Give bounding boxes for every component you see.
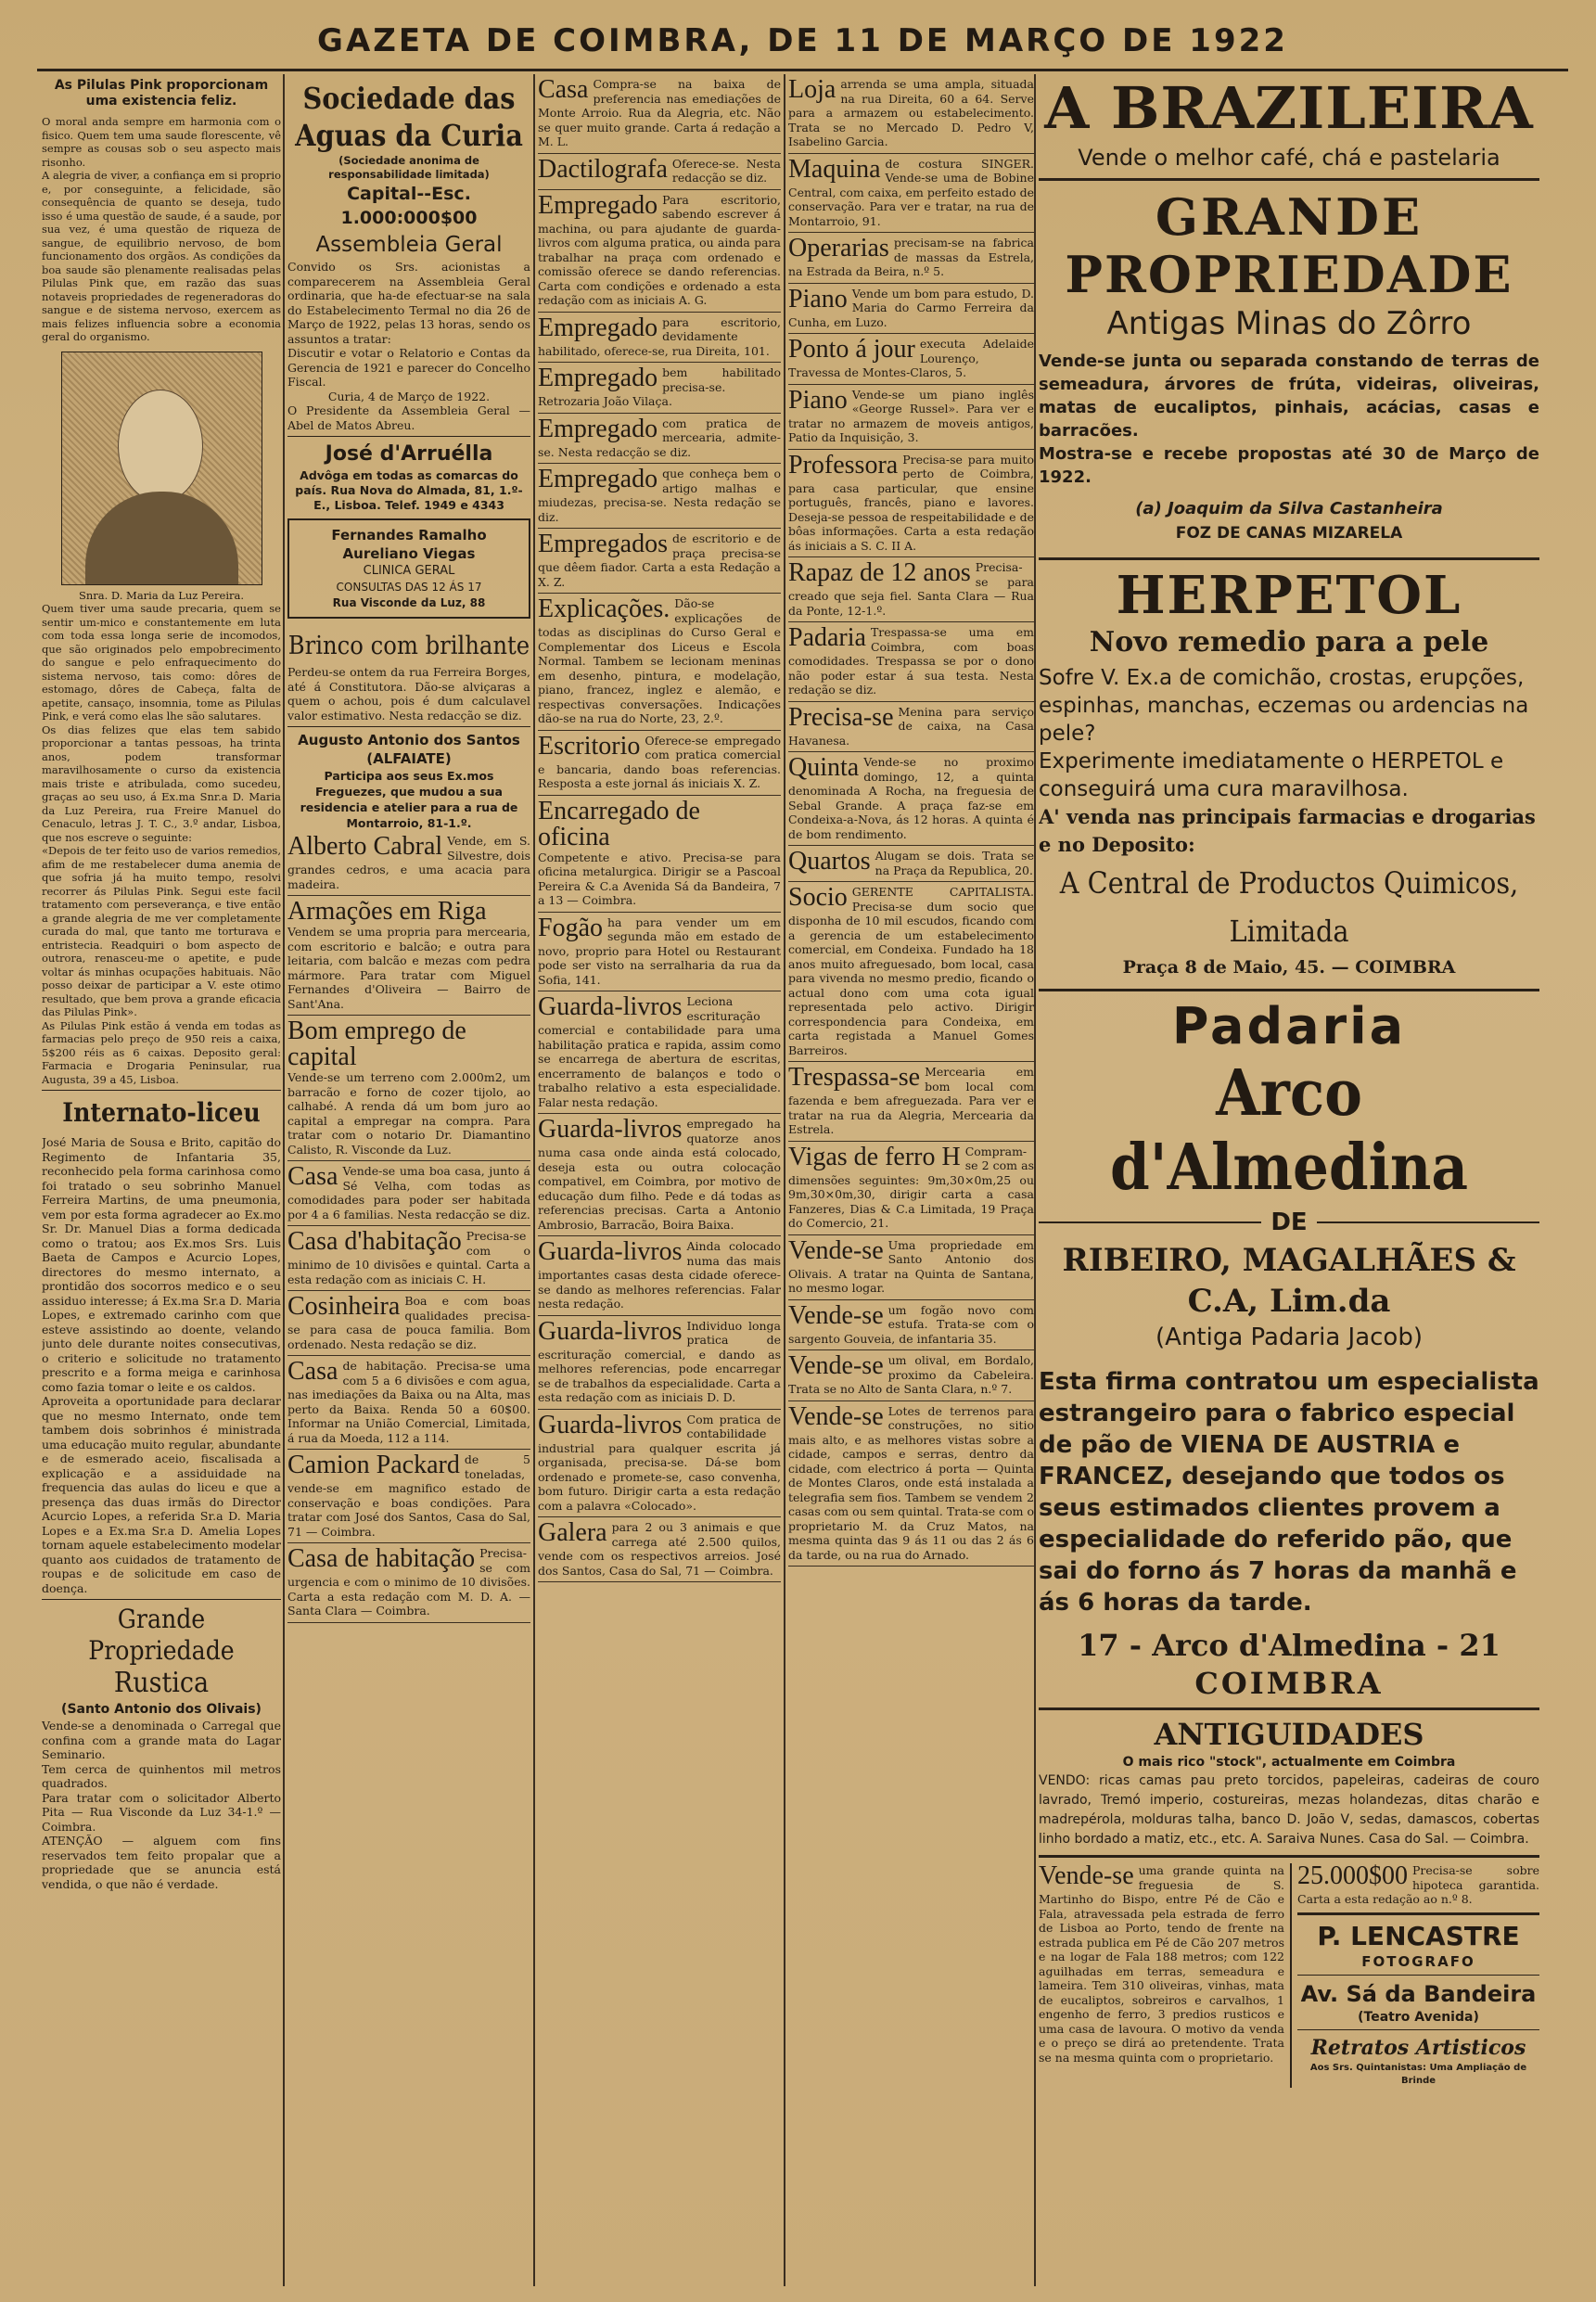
classified-ad xyxy=(287,1226,530,1291)
classified-ad xyxy=(788,334,1034,385)
padaria-firm: RIBEIRO, MAGALHÃES & C.A, Lim.da xyxy=(1062,1242,1516,1320)
classified-ad xyxy=(788,284,1034,335)
classified-ad xyxy=(788,154,1034,234)
ad-text: Vende-se uma boa casa, junto á Sé Velha, com todas as comodidades para poder ser habitada por 4 a 6 familias. Nesta redacção se diz. xyxy=(287,1164,530,1221)
assembleia-paragraph: Convido os Srs. acionistas a comparecerem na Assembleia Geral ordinaria, que ha-de efectuar-se na sala do Estabelecimento Termal no dia 26 de Março de 1922, pelas 13 horas, sendo os assuntos a tratar: xyxy=(287,260,530,346)
classified-ad xyxy=(538,529,781,594)
ad-text: Com pratica de contabilidade industrial para qualquer escrita já organisada, precisa-se. Dá-se bom ordenado e promete-se, caso convenha, bom futuro. Dirigir carta a esta redação com a palavra «Colocado». xyxy=(538,1412,781,1513)
ad-text: Precisa-se para creado que seja fiel. Santa Clara — Rua da Ponte, 12-1.º. xyxy=(788,560,1034,618)
pink-paragraph: «Depois de ter feito uso de varios remedios, afim de me restabelecer duma anemia de que sofria já ha muito tempo, resolvi recorrer ás Pilulas Pink. Segui este facil tratamento com perseverança, e tive então a grande alegria de me ver completamente curada do mal, que tanto me torturava e entristecia. Readquiri o bom aspecto de outrora, renasceu-me o apetite, e pude voltar ás minhas ocupações habituais. Não posso deixar de participar a V. este otimo resultado, que bem prova a grande eficacia das Pilulas Pink». xyxy=(42,844,281,1018)
classified-ad xyxy=(287,1450,530,1543)
classified-ad xyxy=(788,233,1034,284)
sociedade-title: Aguas da Curia xyxy=(295,118,523,153)
ad-text: Compram-se 2 com as dimensões seguintes: 9m,30×0m,25 ou 9m,30×0m,30, dirigir carta a casa Fanzeres, Dias & C.a Limitada, 19 Praça do Comercio, 21. xyxy=(788,1144,1034,1230)
column-4 xyxy=(788,74,1034,2286)
classified-ad xyxy=(788,1062,1034,1142)
rustica-title: Rustica xyxy=(113,1667,210,1699)
ad-keyword: Explicações. xyxy=(538,595,670,623)
clinic-type: CLINICA GERAL xyxy=(363,564,455,578)
classified-ad xyxy=(538,1517,781,1582)
sociedade-capital: Capital--Esc. 1.000:000$00 xyxy=(340,184,478,228)
ad-text: Dão-se explicações de todas as disciplinas do Curso Geral e Complementar dos Liceus e Escola Normal. Tambem se lecionam meninas em desenho, pintura, e modelação, piano, francez, inglez e alemão, e respectivas conversações. Indicações dão-se na rua do Norte, 23, 2.º. xyxy=(538,596,781,725)
ad-text: GERENTE CAPITALISTA. Precisa-se dum socio que disponha de 10 mil escudos, ficando com a gerencia de um estabelecimento comercial, em Condeixa. Fundado ha 18 anos muito afreguesado, bom local, casa para vivenda no mesmo predio, ficando o actual dono com uma cota igual representada pelo activo. Dirigir correspondencia para Condeixa, em carta registada a Manuel Gomes Barreiros. xyxy=(788,885,1034,1057)
ad-keyword: Guarda-livros xyxy=(538,1410,683,1439)
brazileira-subtitle: Vende o melhor café, chá e pastelaria xyxy=(1078,145,1500,171)
ad-keyword: Empregado xyxy=(538,190,658,220)
rustica-title: Grande Propriedade xyxy=(88,1604,235,1666)
ad-text: Mercearia em bom local com fazenda e bem afreguezada. Para ver e tratar na rua da Alegria, Mercearia da Estrela. xyxy=(788,1065,1034,1136)
sociedade-subtitle: (Sociedade anonima de responsabilidade limitada) xyxy=(328,154,490,181)
classified-ad xyxy=(538,991,781,1114)
classified-ad xyxy=(788,1350,1034,1401)
ad-text: Precisa-se com o minimo de 10 divisões e quintal. Carta a esta redação com as iniciais C. H. xyxy=(287,1229,530,1286)
rustica-paragraph: Tem cerca de quinhentos mil metros quadrados. xyxy=(42,1761,281,1790)
padaria-name: Arco d'Almedina xyxy=(1109,1056,1469,1205)
ad-text: Trespassa-se uma em Coimbra, com boas comodidades. Trespassa se por o dono não poder estar á sua testa. Nesta redação se diz. xyxy=(788,625,1034,697)
pink-paragraph: As Pilulas Pink estão á venda em todas as farmacias pelo preço de 950 reis a caixa, 5$200 réis as 6 caixas. Deposito geral: Farmacia e Drogaria Peninsular, rua Augusta, 39 a 45, Lisboa. xyxy=(42,1018,281,1086)
alfaiate-text: Participa aos seus Ex.mos Freguezes, que mudou a sua residencia e atelier para a rua de Montarroio, 81-1.º. xyxy=(300,769,518,830)
classified-ad xyxy=(538,190,781,313)
ad-text: Lotes de terrenos para construções, no sitio mais alto, e as melhores vistas sobre a cidade, campos e serras, dentro da cidade, com electrico á porta — Quinta de Montes Claros, onde está instalada a telegrafia sem fios. Tambem se vendem 2 casas com ou sem quintal. Trata-se com o proprietario M. da Cruz Matos, na mesma quinta das 9 ás 11 ou das 2 ás 6 da tarde, ou na rua do Arnado. xyxy=(788,1403,1034,1562)
assembleia-paragraph: Discutir e votar o Relatorio e Contas da Gerencia de 1921 e parecer do Concelho Fiscal. xyxy=(287,346,530,389)
padaria-address: 17 - Arco d'Almedina - 21 xyxy=(1078,1628,1500,1663)
ad-keyword: Vende-se xyxy=(788,1300,884,1330)
brazileira-title: A BRAZILEIRA xyxy=(1044,74,1534,142)
ad-keyword: Casa xyxy=(287,1162,338,1191)
rustica-paragraph: Vende-se a denominada o Carregal que confina com a grande mata do Lagar Seminario. xyxy=(42,1719,281,1761)
classified-ad xyxy=(788,702,1034,753)
rustica-paragraph: ATENÇÃO — alguem com fins reservados tem feito propalar que a propriedade que se anuncia está vendida, o que não é verdade. xyxy=(42,1834,281,1891)
ad-text: executa Adelaide Lourenço, Travessa de Montes-Claros, 5. xyxy=(788,337,1034,379)
classified-ad xyxy=(287,1356,530,1450)
ad-text: Leciona escrituração comercial e contabilidade para uma habilitação pratica e rapida, assim como se encarrega de abertura de escritas, encerramento de balanços e todo o trabalho relativo a esta especialidade. Falar nesta redação. xyxy=(538,994,781,1109)
classified-ad xyxy=(538,414,781,465)
ad-keyword: 25.000$00 xyxy=(1297,1861,1408,1890)
ad-keyword: Vende-se xyxy=(1039,1861,1134,1890)
ad-text: Para escritorio, sabendo escrever á machina, ou para ajudante de guarda-livros com alguma pratica, ou ainda para trabalhar na praça com ordenado e comissão oferece se dando referencias. Carta com condições e ordenado a esta redação com as iniciais A. G. xyxy=(538,192,781,307)
ad-keyword: Empregados xyxy=(538,530,668,558)
ad-keyword: Vigas de ferro H xyxy=(788,1142,961,1171)
pink-title: As Pilulas Pink proporcionam uma existencia feliz. xyxy=(54,78,269,109)
classified-ad xyxy=(788,622,1034,702)
assembleia-paragraph: Curia, 4 de Março de 1922. xyxy=(327,389,491,403)
classified-ad xyxy=(788,882,1034,1062)
column-divider xyxy=(1034,74,1036,2286)
ad-text: Vende, em S. Silvestre, dois grandes cedros, e uma acacia para madeira. xyxy=(287,834,530,891)
propriedade-place: FOZ DE CANAS MIZARELA xyxy=(1175,524,1403,543)
alfaiate-title: Augusto Antonio dos Santos xyxy=(298,732,520,748)
ad-text: de costura SINGER. Vende-se uma de Bobine Central, com caixa, em perfeito estado de conservação. Para ver e tratar, na rua de Montarroio, 91. xyxy=(788,156,1034,228)
ad-keyword: Casa xyxy=(538,75,589,104)
classified-ad xyxy=(538,1316,781,1410)
ad-keyword: Piano xyxy=(788,284,848,313)
column-divider xyxy=(784,74,785,2286)
ad-keyword: Maquina xyxy=(788,154,881,184)
brinco-title: Brinco com brilhante xyxy=(287,632,530,660)
internato-paragraph: José Maria de Sousa e Brito, capitão do Regimento de Infantaria 35, reconhecido pela forma carinhosa como foi tratado o seu sobrinho Manuel Ferreira Martins, de uma pneumonia, vem por esta forma agradecer ao Ex.mo Sr. Dr. Manuel Dias a forma dedicada como o tratou; aos Ex.mos Srs. Luis Baeta de Campos e Acurcio Lopes, directores do mesmo internato, a prontidão dos socorros medico e o seu assiduo interesse; á Ex.ma Sr.a D. Maria Lopes, e extremado carinho com que esteve assistindo ao doente, velando junto dele durante noites consecutivas, o criterio e solicitude no tratamento prescrito e a forma meiga e carinhosa como fazia tomar o leite e os caldos. xyxy=(42,1135,281,1394)
ad-keyword: Camion Packard xyxy=(287,1451,460,1479)
ad-keyword: Quartos xyxy=(788,847,871,876)
classified-ad xyxy=(538,464,781,529)
portrait-image xyxy=(61,352,262,585)
ad-text: Precisa-se sobre hipoteca garantida. Carta a esta redação ao n.º 8. xyxy=(1297,1863,1539,1906)
lencastre-address: Av. Sá da Bandeira xyxy=(1300,1980,1537,2007)
ad-keyword: Padaria xyxy=(788,623,866,652)
ad-text: para 2 ou 3 animais e que carrega até 2.500 quilos, vende com os respectivos arreios. José dos Santos, Casa do Sal, 71 — Coimbra. xyxy=(538,1520,781,1578)
ad-keyword: Professora xyxy=(788,450,899,480)
lencastre-portraits: Retratos Artisticos xyxy=(1310,2035,1526,2060)
ad-keyword: Dactilografa xyxy=(538,154,668,184)
ad-text: Alugam se dois. Trata se na Praça da Republica, 20. xyxy=(875,849,1034,877)
ad-keyword: Cosinheira xyxy=(287,1292,401,1321)
sociedade-title: Sociedade das xyxy=(302,81,516,116)
lencastre-address-note: (Teatro Avenida) xyxy=(1358,2009,1479,2025)
ad-text: Individuo longa pratica de escrituração comercial, e dando as melhores referencias, pode encarregar se de trabalhos da especialidade. Carta a esta redação com as iniciais D. D. xyxy=(538,1318,781,1404)
ad-text: Boa e com boas qualidades precisa-se para casa de pouca familia. Bom ordenado. Nesta redação se diz. xyxy=(287,1294,530,1351)
classified-ad xyxy=(538,796,781,913)
ad-text: ha para vender um em segunda mão em estado de novo, proprio para Hotel ou Restaurant pode ser visto na serralharia da rua da Sofia, 141. xyxy=(538,914,781,987)
propriedade-text: Mostra-se e recebe propostas até 30 de Março de 1922. xyxy=(1039,444,1539,487)
ad-keyword: Operarias xyxy=(788,234,889,262)
ad-text: Precisa-se com urgencia e com o minimo de 10 divisões. Carta a esta redação com M. D. A. — Santa Clara — Coimbra. xyxy=(287,1546,530,1618)
classified-ad xyxy=(538,731,781,796)
internato-title: Internato-liceu xyxy=(62,1097,261,1128)
ad-keyword: Casa d'habitação xyxy=(287,1227,462,1256)
column-5 xyxy=(1039,74,1539,2286)
classified-ad xyxy=(788,1401,1034,1567)
rustica-subtitle: (Santo Antonio dos Olivais) xyxy=(61,1702,262,1717)
classified-ad xyxy=(538,1410,781,1518)
ad-keyword: Guarda-livros xyxy=(538,1237,683,1266)
ad-text: arrenda se uma ampla, situada na rua Direita, 60 a 64. Serve para a armazem ou estabelecimento. Trata se no Mercado D. Pedro V, Isabelino Garcia. xyxy=(788,77,1034,148)
herpetol-text: Experimente imediatamente o HERPETOL e conseguirá uma cura maravilhosa. xyxy=(1039,749,1504,801)
ad-keyword: Empregado xyxy=(538,414,658,443)
lencastre-subtitle: FOTOGRAFO xyxy=(1361,1952,1475,1970)
classified-ad xyxy=(788,846,1034,882)
classified-ad xyxy=(287,1543,530,1623)
ad-text: um fogão novo com estufa. Trata-se com o sargento Gouveia, de infantaria 35. xyxy=(788,1302,1034,1346)
ad-text: Vendem se uma propria para mercearia, com escritorio e balcão; e outra para leitaria, com balcão e mezas com pedra mármore. Para tratar com Miguel Fernandes d'Oliveira — Bairro de Sant'Ana. xyxy=(287,925,530,1011)
ad-keyword: Bom emprego de capital xyxy=(287,1017,466,1071)
ad-keyword: Socio xyxy=(788,883,848,912)
arruella-text: Advôga em todas as comarcas do país. Rua Nova do Almada, 81, 1.º-E., Lisboa. Telef. 1949 e 4343 xyxy=(295,468,523,512)
column-3 xyxy=(538,74,781,2286)
portrait-caption: Snra. D. Maria da Luz Pereira. xyxy=(78,588,245,602)
classified-ad xyxy=(538,1236,781,1316)
ad-text: precisam-se na fabrica de massas da Estrela, na Estrada da Beira, n.º 5. xyxy=(788,236,1034,278)
classified-ad xyxy=(788,752,1034,846)
lencastre-title: P. LENCASTRE xyxy=(1317,1920,1520,1951)
classified-ad xyxy=(788,1235,1034,1300)
ad-keyword: Vende-se xyxy=(788,1235,884,1265)
ad-keyword: Piano xyxy=(788,385,848,415)
ad-text: Vende-se no proximo domingo, 12, a quinta denominada A Rocha, na freguesia de Sebal Grande. A praça faz-se em Condeixa-a-Nova, ás 12 horas. A quinta é de bom rendimento. xyxy=(788,755,1034,841)
column-2 xyxy=(287,74,530,2286)
ad-keyword: Escritorio xyxy=(538,731,641,761)
padaria-text: Esta firma contratou um especialista estrangeiro para o fabrico especial de pão de VIENA DE AUSTRIA e FRANCEZ, desejando que todos os seus estimados clientes provem a especialidade do referido pão, que sai do forno ás 7 horas da manhã e ás 6 horas da tarde. xyxy=(1039,1368,1539,1617)
ad-keyword: Fogão xyxy=(538,913,603,942)
classified-ad xyxy=(788,1300,1034,1351)
classified-ad xyxy=(538,363,781,414)
ad-text: com pratica de mercearia, admite-se. Nesta redacção se diz. xyxy=(538,416,781,459)
ad-text: de 5 toneladas, vende-se em magnifico estado de conservação e boas condições. Para tratar com José dos Santos, Casa do Sal, 71 — Coimbra. xyxy=(287,1452,530,1539)
lencastre-footer: Aos Srs. Quintanistas: Uma Ampliação de Brinde xyxy=(1309,2062,1527,2086)
clinic-address: Rua Visconde da Luz, 88 xyxy=(332,596,486,609)
classified-ad xyxy=(538,1114,781,1236)
classified-ad xyxy=(788,74,1034,154)
propriedade-text: Vende-se junta ou separada constando de terras de semeadura, árvores de frúta, videiras, oliveiras, matas de eucaliptos, pinhais, acácias, casas e barracões. xyxy=(1039,352,1539,441)
internato-paragraph: Aproveita a oportunidade para declarar que no mesmo Internato, onde tem tambem dois sobrinhos é ministrada uma educação muito regular, abundante e de esmerado aceio, fiscalisada a explicação e a assiduidade na frequencia das aulas do liceu e que a presença das duas irmãs do Director Acurcio Lopes, a referida Sr.a D. Maria Lopes e a Ex.ma Sr.a D. Amelia Lopes tornam aquele estabelecimento modelar quanto aos cuidados de tratamento de roupas e de solicitude em caso de doença. xyxy=(42,1394,281,1595)
classified-ad xyxy=(538,154,781,190)
ad-keyword: Empregado xyxy=(538,465,658,493)
masthead-rule xyxy=(37,69,1568,71)
classified-ad xyxy=(538,74,781,154)
ad-text: Uma propriedade em Santo Antonio dos Olivais. A tratar na Quinta de Santana, no mesmo logar. xyxy=(788,1237,1034,1295)
rustica-paragraph: Para tratar com o solicitador Alberto Pita — Rua Visconde da Luz 34-1.º — Coimbra. xyxy=(42,1790,281,1834)
padaria-city: COIMBRA xyxy=(1194,1666,1384,1701)
propriedade-title: PROPRIEDADE xyxy=(1065,245,1513,304)
bottom-ads xyxy=(1039,1863,1539,2088)
herpetol-depot: A Central de Productos Quimicos, Limitada xyxy=(1059,865,1519,949)
column-1 xyxy=(42,74,281,2286)
column-divider xyxy=(533,74,535,2286)
clinic-hours: CONSULTAS DAS 12 ÁS 17 xyxy=(336,581,482,594)
alfaiate-subtitle: (ALFAIATE) xyxy=(366,750,452,767)
ad-text: bem habilitado precisa-se. Retrozaria João Vilaça. xyxy=(538,365,781,408)
ad-keyword: Rapaz de 12 anos xyxy=(788,558,971,587)
ad-text: de escritorio e de praça precisa-se que dêem fiador. Carta a esta Redação a X. Z. xyxy=(538,531,781,589)
ad-text: de habitação. Precisa-se uma com 5 a 6 divisões e com agua, nas imediações da Baixa ou na Alta, mas perto da Baixa. Renda 50 a 60$00. Informar na União Comercial, Limitada, á rua da Moeda, 112 a 114. xyxy=(287,1359,530,1445)
masthead: GAZETA DE COIMBRA, DE 11 DE MARÇO DE 1922 xyxy=(317,22,1288,59)
pink-paragraph: A alegria de viver, a confiança em si proprio e, por conseguinte, a felicidade, são consequência de quanto se deseja, tudo isso é uma questão de saude, é a saude, por sua vez, é uma questão de riqueza de sangue, de equilibrio nervoso, de bom funcionamento dos orgãos. As condições da boa saude são plenamente realisadas pelas Pilulas Pink que, em razão das suas notaveis propriedades de regeneradoras do sangue e de sistema nervoso, exercem as mais felizes influencia sobre a economia geral do organismo. xyxy=(42,169,281,343)
ad-text: Ainda colocado numa das mais importantes casas desta cidade oferece-se dando as melhores referencias. Falar nesta redação. xyxy=(538,1239,781,1311)
classified-ad xyxy=(287,896,530,1016)
ad-text: Precisa-se para muito perto de Coimbra, para casa particular, que ensine português, francês, piano e lavores. Deseja-se pessoa de respeitabilidade e de bôas informações. Carta a esta redação ás iniciais a S. C. II A. xyxy=(788,452,1034,553)
padaria-de-row xyxy=(1039,1209,1539,1236)
ad-text: empregado ha quatorze anos numa casa onde ainda está colocado, deseja esta ou outra colocação compativel, em Coimbra, por motivo de educação dum filho. Pede e dá todas as referencias precisas. Carta a Antonio Ambrosio, Barracão, Boira Baixa. xyxy=(538,1117,781,1232)
ad-keyword: Precisa-se xyxy=(788,702,894,732)
ad-text: que conheça bem o artigo malhas e miudezas, precisa-se. Nesta redação se diz. xyxy=(538,467,781,524)
ad-text: Oferece-se. Nesta redacção se diz. xyxy=(671,156,781,185)
padaria-de: DE xyxy=(1270,1209,1308,1236)
ad-keyword: Casa xyxy=(287,1357,338,1386)
antiguidades-subtitle: O mais rico "stock", actualmente em Coimbra xyxy=(1122,1755,1456,1770)
pink-paragraph: O moral anda sempre em harmonia com o fisico. Quem tem uma saude florescente, vê sempre as cousas sob o seu aspecto mais risonho. xyxy=(42,115,281,169)
classified-ad xyxy=(788,557,1034,622)
ad-keyword: Trespassa-se xyxy=(788,1063,921,1092)
ad-text: uma grande quinta na freguesia de S. Martinho do Bispo, entre Pé de Cão e Fala, atravessada pela estrada de ferro de Lisboa ao Porto, tendo de frente na estrada publica em Pé de Cão 207 metros e na logar de Fala 188 metros; com 122 aguilhadas em terras, semeadura e lameira. Tem 310 oliveiras, vinhas, mata de eucaliptos, sobreiros e carvalhos, 1 engenho de ferro, 3 predios rusticos e uma casa de lavoura. O motivo da venda e o preço se dirá ao pretendente. Trata se na mesma quinta com o proprietario. xyxy=(1039,1863,1284,2065)
arruella-title: José d'Arruélla xyxy=(325,442,493,466)
classified-ad xyxy=(287,831,530,896)
ad-text: para escritorio, devidamente habilitado, oferece-se, rua Direita, 101. xyxy=(538,314,781,358)
column-divider xyxy=(283,74,285,2286)
ad-keyword: Empregado xyxy=(538,364,658,392)
ad-keyword: Encarregado de oficina xyxy=(538,796,700,851)
ad-keyword: Vende-se xyxy=(788,1351,884,1380)
antiguidades-title: ANTIGUIDADES xyxy=(1154,1717,1424,1752)
ad-text: Oferece-se empregado com pratica comercial e bancaria, dando boas referencias. Resposta a este jornal ás iniciais X. Z. xyxy=(538,733,781,790)
quinta-ad xyxy=(1039,1863,1292,2088)
ad-keyword: Armações em Riga xyxy=(287,897,487,926)
propriedade-subtitle: Antigas Minas do Zôrro xyxy=(1106,305,1472,342)
ad-text: Vende-se um terreno com 2.000m2, um barracão e forno de cozer tijolo, ao calhabé. A renda dá um bom juro ao capital a empregar na compra. Para tratar com o notario Dr. Diamantino Calisto, R. Visconde da Luz. xyxy=(287,1070,530,1157)
ad-text: Vende um bom para estudo, D. Maria do Carmo Ferreira da Cunha, em Luzo. xyxy=(788,286,1034,329)
classified-ad xyxy=(538,594,781,731)
ad-keyword: Guarda-livros xyxy=(538,1115,683,1144)
ad-text: Menina para serviço de caixa, na Casa Havanesa. xyxy=(788,704,1034,748)
pink-paragraph: Quem tiver uma saude precaria, quem se sentir um-mico e constantemente em luta com toda essa longa serie de incomodos, que são originados pelo empobrecimento do sangue e pelo enfraquecimento do sistema nervoso, tais como: dôres de estomago, dôres de Cabeça, falta de apetite, cansaço, insomnia, tome as Pilulas Pink, e verá como elas lhe são salutares. xyxy=(42,602,281,723)
ad-keyword: Galera xyxy=(538,1518,607,1547)
classified-ad xyxy=(287,1161,530,1226)
clinic-name: Aureliano Viegas xyxy=(342,545,476,562)
ad-keyword: Quinta xyxy=(788,753,860,782)
ad-keyword: Loja xyxy=(788,75,836,104)
ad-keyword: Alberto Cabral xyxy=(287,832,443,861)
brinco-text: Perdeu-se ontem da rua Ferreira Borges, até á Constitutora. Dão-se alviçaras a quem o achou, pois é dum calculavel valor estimativo. Nesta redacção se diz. xyxy=(287,665,530,723)
propriedade-title: GRANDE xyxy=(1155,187,1424,247)
ad-keyword: Ponto á jour xyxy=(788,335,915,364)
antiguidades-text: VENDO: ricas camas pau preto torcidos, papeleiras, cadeiras de couro lavrado, Tremó imperio, costureiras, mezas holandezas, ditas charão e madrepérola, molduras talha, banco D. João V, sedas, damascos, cobertas linho bordado a matiz, etc., etc. A. Saraiva Nunes. Casa do Sal. — Coimbra. xyxy=(1039,1773,1539,1847)
classified-ad xyxy=(538,913,781,992)
ad-keyword: Vende-se xyxy=(788,1401,884,1431)
ad-text: Competente e ativo. Precisa-se para oficina metalurgica. Dirigir se a Pascoal Pereira & C.a Avenida Sá da Bandeira, 7 a 13 — Coimbra. xyxy=(538,850,781,907)
ad-keyword: Casa de habitação xyxy=(287,1544,476,1573)
right-bottom-ads xyxy=(1292,1863,1539,2088)
padaria-title: Padaria xyxy=(1171,997,1407,1055)
padaria-old-name: (Antiga Padaria Jacob) xyxy=(1156,1324,1423,1351)
herpetol-text: Sofre V. Ex.a de comichão, crostas, erupções, espinhas, manchas, eczemas ou ardencias na pele? xyxy=(1039,666,1529,746)
herpetol-subtitle: Novo remedio para a pele xyxy=(1089,626,1489,659)
herpetol-title: HERPETOL xyxy=(1116,565,1462,626)
pink-paragraph: Os dias felizes que elas tem sabido proporcionar a tantas pessoas, ha trinta anos, podem transformar maravilhosamente o curso da existencia mais triste e atribulada, como sucedeu, graças ao seu uso, á Ex.ma Snr.a D. Maria da Luz Pereira, rua Freire Manuel do Cenaculo, letras J. T. C., 3.º andar, Lisboa, que nos escreve o seguinte: xyxy=(42,723,281,844)
herpetol-address: Praça 8 de Maio, 45. — COIMBRA xyxy=(1122,957,1456,978)
classified-ad xyxy=(287,1291,530,1356)
ad-keyword: Empregado xyxy=(538,313,658,342)
assembleia-paragraph: O Presidente da Assembleia Geral — Abel de Matos Abreu. xyxy=(287,403,530,432)
ad-text: Compra-se na baixa de preferencia nas emediações de Monte Arroio. Rua da Alegria, etc. Não se quer muito grande. Carta á redação a M. L. xyxy=(538,77,781,148)
ad-keyword: Guarda-livros xyxy=(538,992,683,1021)
ad-text: um olival, em Bordalo, proximo da Cabeleira. Trata se no Alto de Santa Clara, n.º 7. xyxy=(788,1353,1034,1396)
clinic-name: Fernandes Ramalho xyxy=(331,527,487,544)
classified-ad xyxy=(287,1016,530,1161)
herpetol-text: A' venda nas principais farmacias e drogarias e no Deposito: xyxy=(1039,805,1536,856)
clinic-box xyxy=(287,518,530,619)
assembleia-title: Assembleia Geral xyxy=(315,233,503,257)
classified-ad xyxy=(788,1142,1034,1235)
propriedade-signature: (a) Joaquim da Silva Castanheira xyxy=(1135,499,1443,518)
classified-ad xyxy=(788,450,1034,558)
classified-ad xyxy=(788,385,1034,450)
classified-ad xyxy=(538,313,781,364)
ad-text: Vende-se um piano inglês «George Russel». Para ver e tratar no armazem de moveis antigos, Patio da Inquisição, 3. xyxy=(788,387,1034,444)
ad-keyword: Guarda-livros xyxy=(538,1316,683,1346)
